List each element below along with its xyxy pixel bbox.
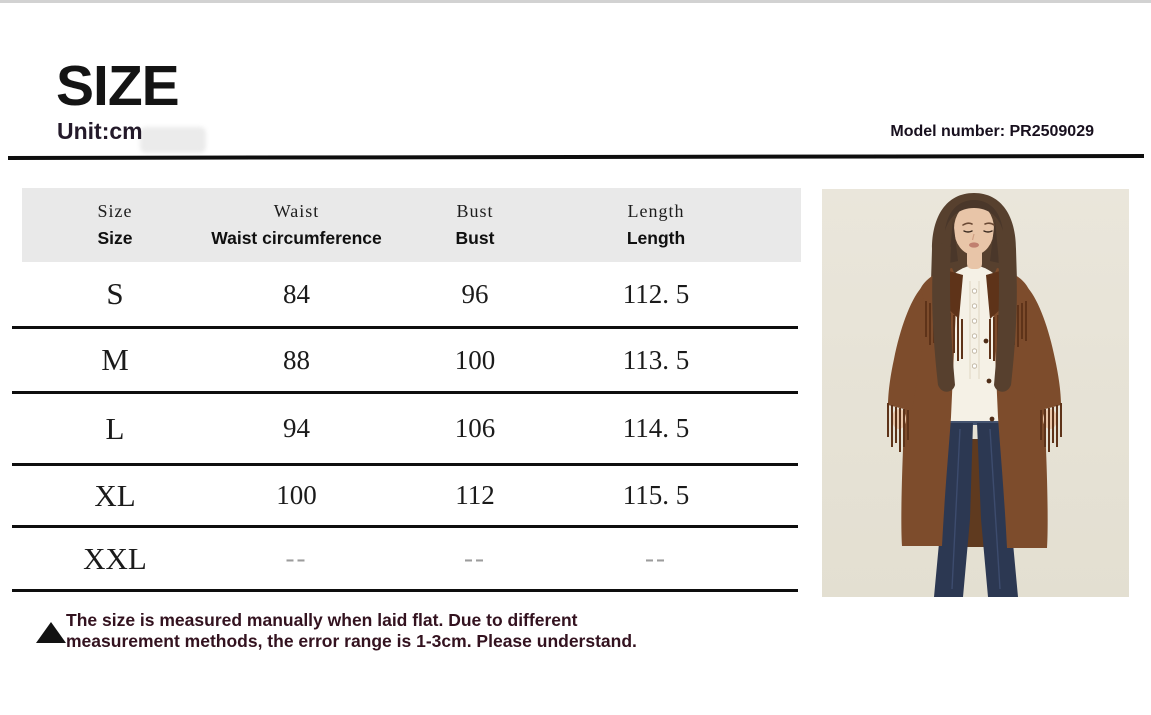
header-bust-bottom: Bust bbox=[455, 228, 495, 248]
table-row-xxl bbox=[12, 528, 798, 592]
header-col-size bbox=[22, 201, 208, 249]
size-table-body bbox=[12, 262, 798, 592]
header-size-top: Size bbox=[97, 201, 133, 221]
cell-length: 115. 5 bbox=[622, 480, 690, 510]
header-size-bottom: Size bbox=[97, 228, 133, 248]
cell-waist: 94 bbox=[283, 413, 310, 443]
cell-length: 112. 5 bbox=[622, 278, 690, 309]
header-col-waist bbox=[208, 201, 385, 249]
product-photo bbox=[822, 189, 1129, 597]
top-edge-line bbox=[0, 0, 1151, 3]
cell-waist: -- bbox=[285, 543, 308, 573]
cell-size: L bbox=[105, 410, 125, 446]
header-col-length bbox=[565, 201, 747, 249]
header-col-bust bbox=[385, 201, 565, 249]
cell-size: XL bbox=[94, 477, 136, 513]
table-row-xl bbox=[12, 466, 798, 528]
cell-bust: 112 bbox=[455, 480, 495, 510]
cell-waist: 88 bbox=[283, 344, 310, 375]
cell-size: XXL bbox=[83, 540, 147, 576]
header-divider-line bbox=[8, 154, 1144, 160]
triangle-icon bbox=[36, 622, 66, 643]
page-title: SIZE bbox=[56, 54, 179, 118]
cell-size: M bbox=[101, 342, 129, 377]
cell-bust: 106 bbox=[454, 413, 496, 443]
cell-length: 114. 5 bbox=[622, 413, 690, 443]
measurement-note-line2: measurement methods, the error range is 1-3cm. Please understand. bbox=[66, 630, 637, 651]
unit-label: Unit:cm bbox=[57, 118, 143, 144]
cell-bust: -- bbox=[464, 543, 486, 573]
cell-waist: 84 bbox=[283, 278, 310, 309]
table-row-l bbox=[12, 394, 798, 466]
header-waist-top: Waist bbox=[273, 201, 320, 221]
header-waist-bottom: Waist circumference bbox=[211, 228, 382, 248]
cell-length: 113. 5 bbox=[622, 344, 690, 375]
header-length-top: Length bbox=[627, 201, 685, 221]
table-row-s bbox=[12, 262, 798, 329]
header-bust-top: Bust bbox=[456, 201, 494, 221]
measurement-note-line1: The size is measured manually when laid flat. Due to different bbox=[66, 610, 578, 630]
size-table-header bbox=[22, 188, 801, 262]
cell-bust: 96 bbox=[461, 278, 489, 309]
cell-bust: 100 bbox=[454, 344, 496, 375]
cell-waist: 100 bbox=[276, 480, 317, 510]
header-length-bottom: Length bbox=[626, 228, 686, 248]
model-number-label: Model number: PR2509029 bbox=[890, 123, 1094, 140]
cell-size: S bbox=[106, 276, 124, 311]
table-row-m bbox=[12, 329, 798, 394]
measurement-note bbox=[66, 610, 666, 651]
cell-length: -- bbox=[645, 543, 667, 573]
unit-label-smudge bbox=[140, 127, 206, 153]
